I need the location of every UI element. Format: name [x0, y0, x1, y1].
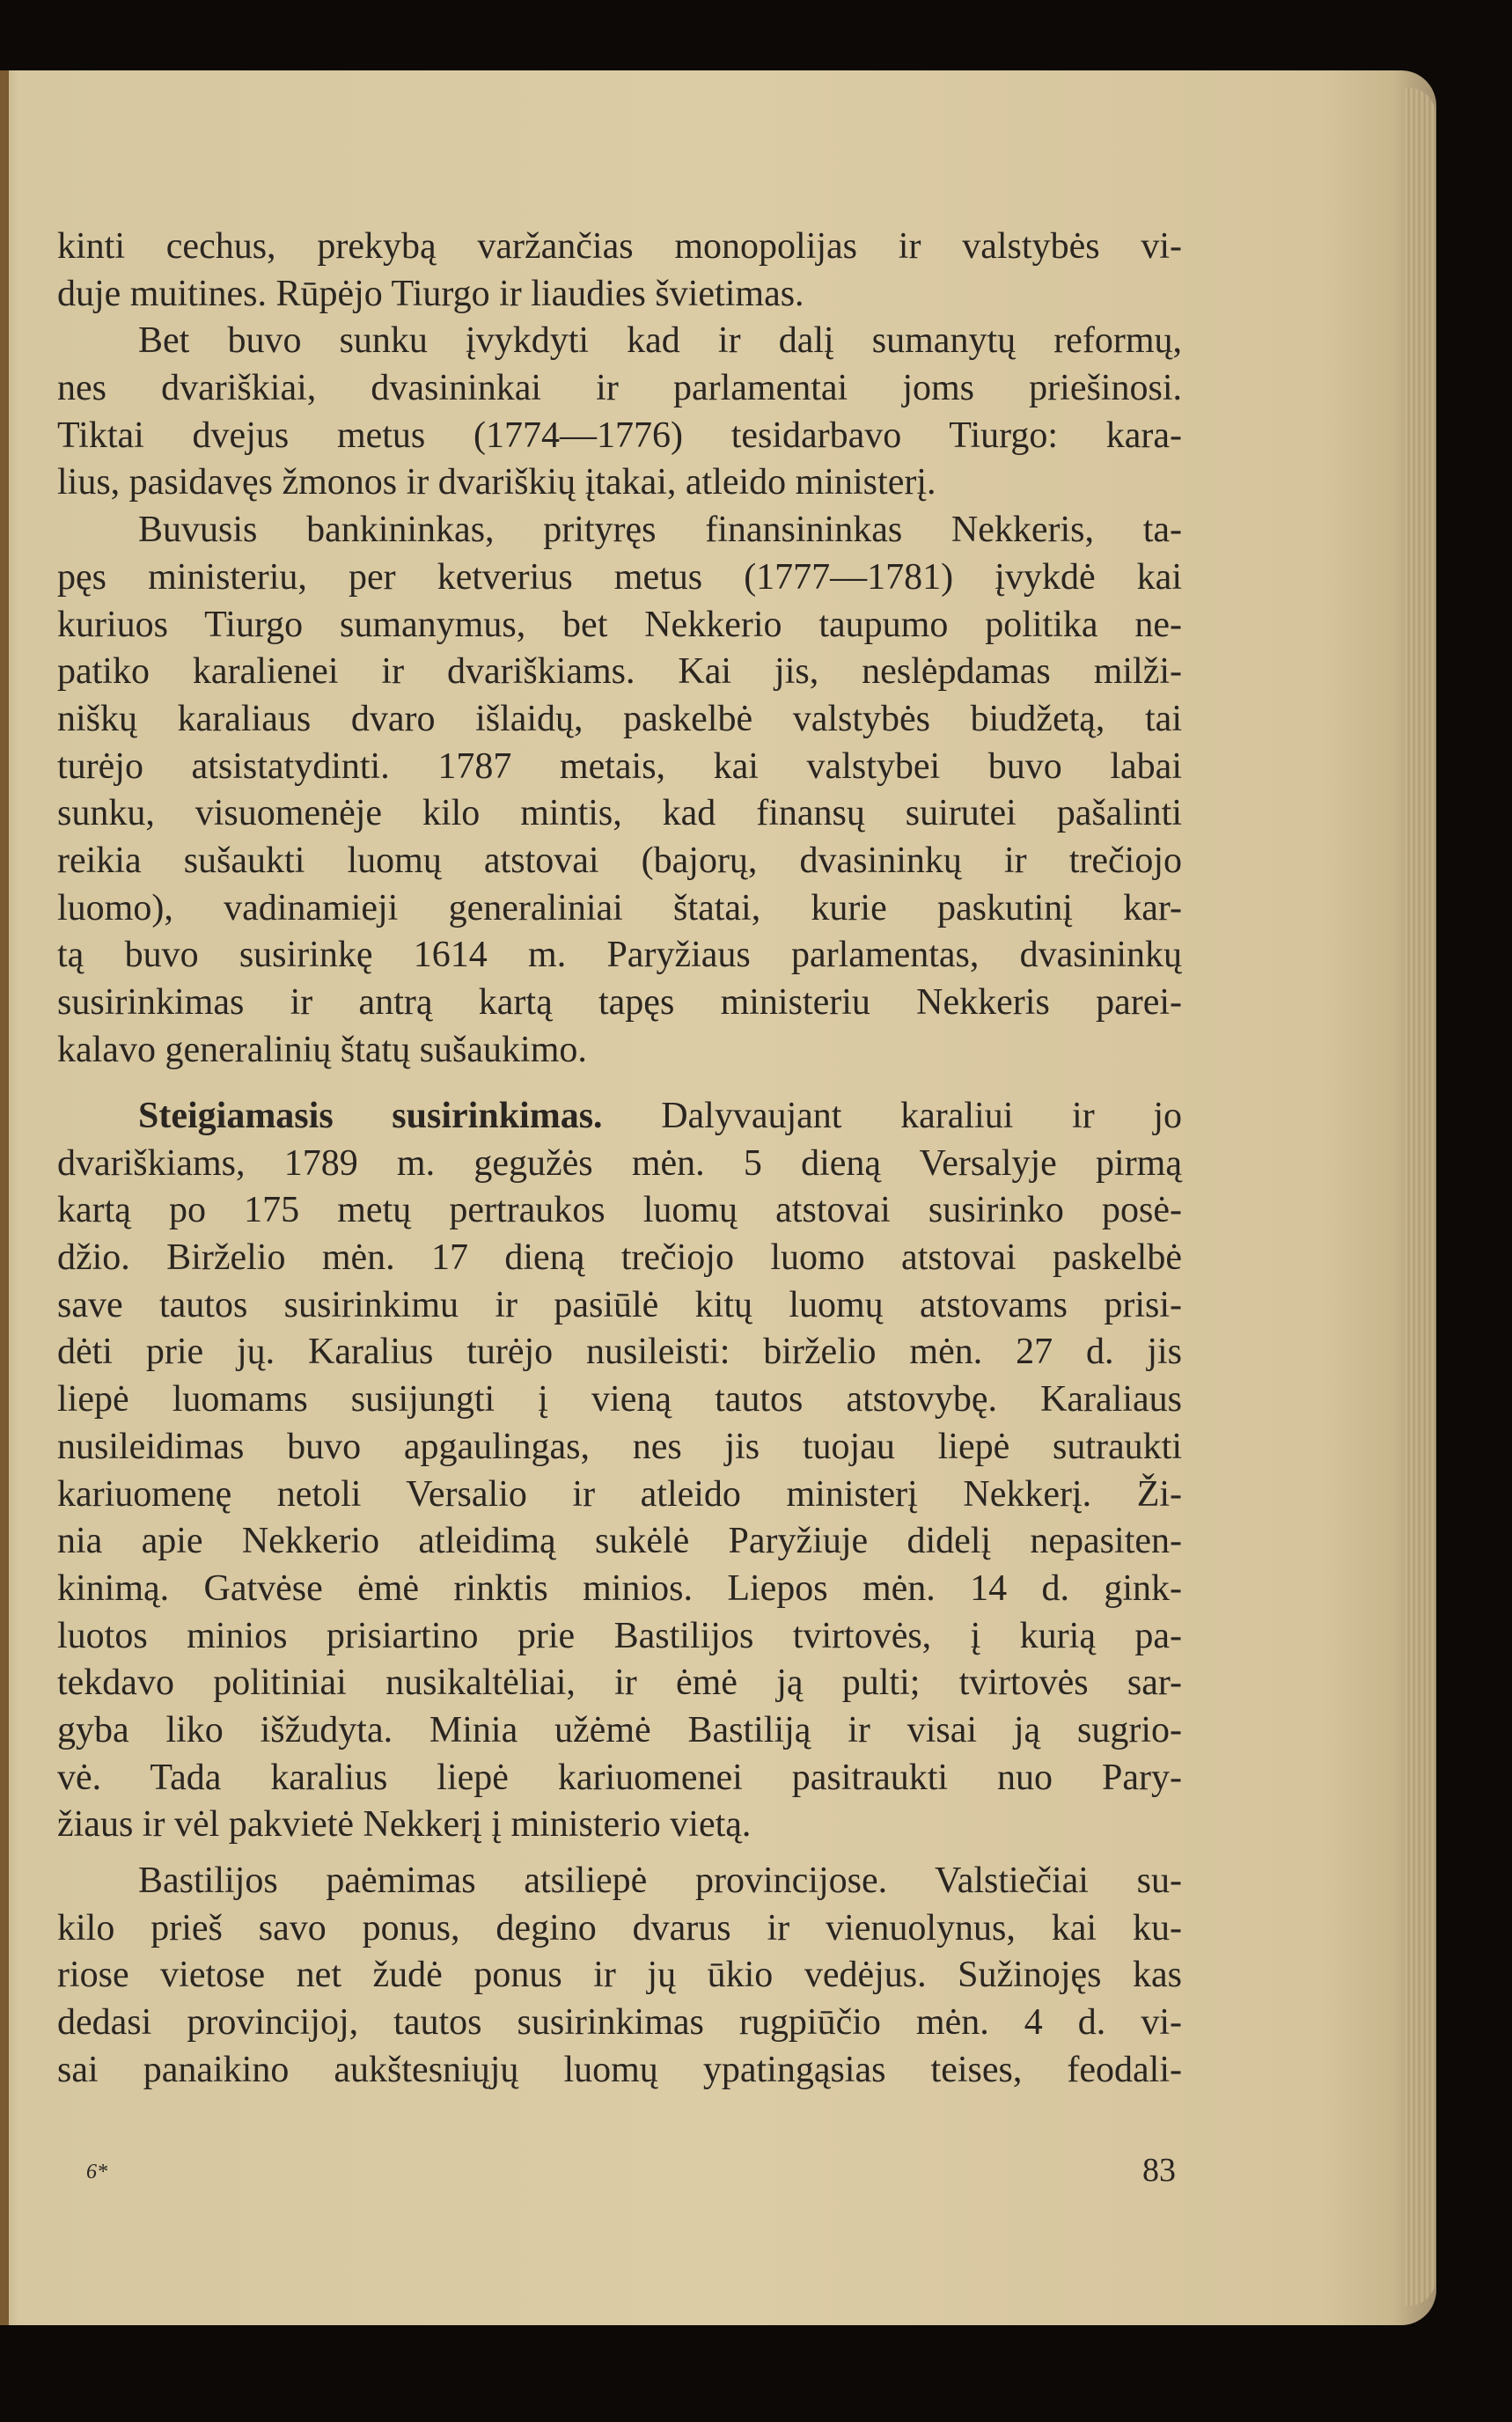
- text-line: kalavo generalinių štatų sušaukimo.: [57, 1029, 587, 1070]
- text-line: Bet buvo sunku įvykdyti kad ir dalį sumanytų reformų,: [138, 320, 1182, 362]
- text-line: reikia sušaukti luomų atstovai (bajorų, dvasininkų ir trečiojo: [57, 840, 1182, 881]
- text-line: Buvusis bankininkas, prityręs finansininkas Nekkeris, ta-: [138, 510, 1182, 551]
- text-line: kilo prieš savo ponus, degino dvarus ir vienuolynus, kai ku-: [57, 1907, 1182, 1949]
- text-line: luomo), vadinamieji generaliniai štatai, kurie paskutinį kar-: [57, 887, 1182, 928]
- text-line: žiaus ir vėl pakvietė Nekkerį į ministerio vietą.: [57, 1804, 752, 1846]
- text-line: duje muitines. Rūpėjo Tiurgo ir liaudies švietimas.: [57, 273, 804, 314]
- text-line: nusileidimas buvo apgaulingas, nes jis tuojau liepė sutraukti: [57, 1426, 1182, 1467]
- text-line: turėjo atsistatydinti. 1787 metais, kai valstybei buvo labai: [57, 745, 1182, 787]
- text-block-section: [57, 1093, 1182, 1849]
- text-line: kinti cechus, prekybą varžančias monopolijas ir valstybės vi-: [57, 226, 1182, 267]
- text-line-rest: Dalyvaujant karaliui ir jo: [661, 1096, 1182, 1136]
- page-edges: [1404, 88, 1435, 2306]
- text-line: sai panaikino aukštesniųjų luomų ypatingąsias teises, feodali-: [57, 2049, 1182, 2090]
- text-line: nes dvariškiai, dvasininkai ir parlamentai joms priešinosi.: [57, 368, 1182, 409]
- text-line: save tautos susirinkimu ir pasiūlė kitų luomų atstovams prisi-: [57, 1284, 1182, 1325]
- text-line: gyba liko išžudyta. Minia užėmė Bastiliją ir visai ją sugrio-: [57, 1709, 1182, 1750]
- text-line: kariuomenę netoli Versalio ir atleido ministerį Nekkerį. Ži-: [57, 1473, 1182, 1515]
- text-line: liepė luomams susijungti į vieną tautos atstovybę. Karaliaus: [57, 1379, 1182, 1420]
- text-line: niškų karaliaus dvaro išlaidų, paskelbė valstybės biudžetą, tai: [57, 698, 1182, 739]
- text-line: pęs ministeriu, per ketverius metus (1777—1781) įvykdė kai: [57, 556, 1182, 598]
- binding-edge: [0, 70, 9, 2325]
- text-line: susirinkimas ir antrą kartą tapęs ministeriu Nekkeris parei-: [57, 982, 1182, 1023]
- text-line: kartą po 175 metų pertraukos luomų atstovai susirinko posė-: [57, 1190, 1182, 1231]
- page-number: 83: [1142, 2152, 1176, 2189]
- signature-mark: 6*: [86, 2161, 107, 2183]
- text-block-last: [57, 1858, 1182, 2094]
- text-block-1: [57, 224, 1182, 1074]
- text-line: luotos minios prisiartino prie Bastilijos tvirtovės, į kurią pa-: [57, 1615, 1182, 1656]
- text-line: kuriuos Tiurgo sumanymus, bet Nekkerio taupumo politika ne-: [57, 604, 1182, 645]
- text-line: sunku, visuomenėje kilo mintis, kad finansų suirutei pašalinti: [57, 793, 1182, 834]
- text-line: dedasi provincijoj, tautos susirinkimas rugpiūčio mėn. 4 d. vi-: [57, 2002, 1182, 2044]
- text-line: Bastilijos paėmimas atsiliepė provincijose. Valstiečiai su-: [138, 1861, 1182, 1901]
- text-line: nia apie Nekkerio atleidimą sukėlė Paryžiuje didelį nepasiten-: [57, 1521, 1182, 1562]
- text-line: riose vietose net žudė ponus ir jų ūkio vedėjus. Sužinojęs kas: [57, 1955, 1182, 1996]
- text-line: dvariškiams, 1789 m. gegužės mėn. 5 dieną Versalyje pirmą: [57, 1142, 1182, 1184]
- text-line: tą buvo susirinkę 1614 m. Paryžiaus parlamentas, dvasininkų: [57, 935, 1182, 976]
- text-line: kinimą. Gatvėse ėmė rinktis minios. Liepos mėn. 14 d. gink-: [57, 1567, 1182, 1609]
- text-line: vė. Tada karalius liepė kariuomenei pasitraukti nuo Pary-: [57, 1757, 1182, 1798]
- text-line: Tiktai dvejus metus (1774—1776) tesidarbavo Tiurgo: kara-: [57, 415, 1182, 456]
- text-line: tekdavo politiniai nusikaltėliai, ir ėmė ją pulti; tvirtovės sar-: [57, 1662, 1182, 1704]
- text-line: patiko karalienei ir dvariškiams. Kai jis, neslėpdamas milži-: [57, 651, 1182, 693]
- text-line: [57, 1093, 1182, 1141]
- text-line: lius, pasidavęs žmonos ir dvariškių įtakai, atleido ministerį.: [57, 462, 936, 503]
- text-line: dėti prie jų. Karalius turėjo nusileisti: birželio mėn. 27 d. jis: [57, 1332, 1182, 1373]
- text-line: džio. Birželio mėn. 17 dieną trečiojo luomo atstovai paskelbė: [57, 1237, 1182, 1279]
- section-heading: Steigiamasis susirinkimas.: [138, 1096, 603, 1136]
